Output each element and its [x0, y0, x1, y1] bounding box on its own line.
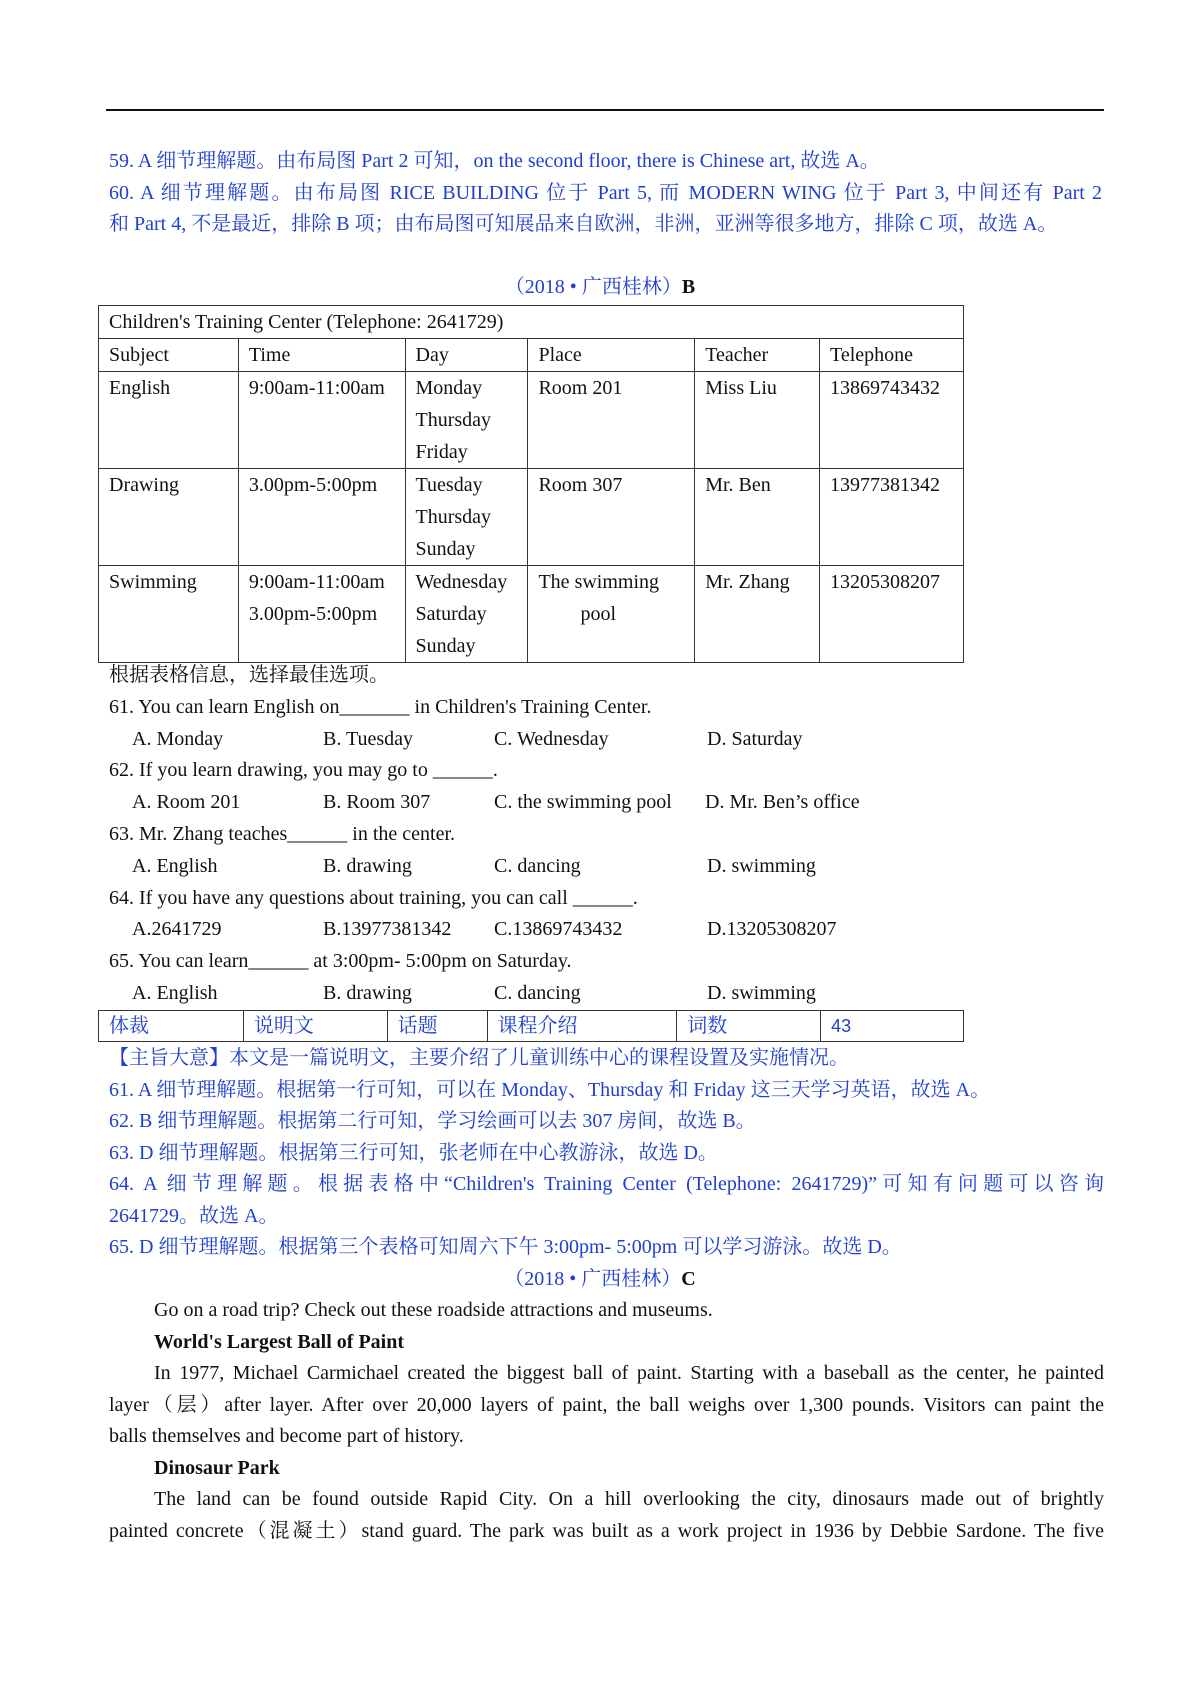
- meta-topic: 课程介绍: [487, 1011, 677, 1042]
- instruction: 根据表格信息，选择最佳选项。: [109, 664, 389, 686]
- explanation-63: 63. D 细节理解题。根据第三行可知，张老师在中心教游泳，故选 D。: [109, 1141, 718, 1164]
- answers-59-60: [109, 146, 1102, 241]
- table-header-row: [99, 339, 964, 372]
- answer-60-line2: 和 Part 4, 不是最近，排除 B 项；由布局图可知展品来自欧洲，非洲，亚洲等很多地方，排除 C 项，故选 A。: [109, 213, 1058, 235]
- option: D. Saturday: [707, 727, 803, 750]
- header-telephone: Telephone: [820, 339, 964, 372]
- question-stem: 65. You can learn______ at 3:00pm- 5:00pm on Saturday.: [109, 950, 572, 973]
- day-line: Sunday: [415, 635, 476, 657]
- question-options: [109, 724, 979, 756]
- question-options: [109, 914, 979, 946]
- header-rule: [106, 109, 1104, 111]
- explanation-65: 65. D 细节理解题。根据第三个表格可知周六下午 3:00pm- 5:00pm 可以学习游泳。故选 D。: [109, 1236, 902, 1258]
- cell-telephone: 13869743432: [820, 372, 964, 469]
- option: A. English: [132, 981, 218, 1004]
- place-line: The swimming: [538, 571, 660, 593]
- section-c-title: [0, 1264, 1200, 1296]
- option: B. drawing: [323, 854, 412, 877]
- option: B. drawing: [323, 981, 412, 1004]
- passage-intro: Go on a road trip? Check out these roadside attractions and museums.: [154, 1299, 713, 1321]
- cell-teacher: Mr. Ben: [695, 469, 820, 566]
- day-line: Saturday: [415, 603, 487, 625]
- passage-p2-line1: The land can be found outside Rapid City. On a hill overlooking the city, dinosaurs made out of brightly: [154, 1488, 1104, 1510]
- time-line: 3.00pm-5:00pm: [248, 474, 378, 496]
- option: C. dancing: [494, 854, 581, 877]
- question-stem: 63. Mr. Zhang teaches______ in the center.: [109, 822, 456, 845]
- day-line: Friday: [415, 441, 468, 463]
- header-place: Place: [528, 339, 695, 372]
- passage-p2-line2: painted concrete（混凝土）stand guard. The park was built as a work project in 1936 by Debbie Sardone. The five: [109, 1519, 1104, 1542]
- meta-genre-label: 体裁: [99, 1011, 244, 1042]
- table-row: [99, 566, 964, 663]
- option: D. swimming: [707, 854, 816, 877]
- cell-days: [405, 372, 528, 469]
- explanation-64-line1: 64. A 细节理解题。根据表格中“Children's Training Center (Telephone: 2641729)”可知有问题可以咨询: [109, 1173, 1104, 1195]
- meta-words-label: 词数: [677, 1011, 821, 1042]
- explanation-61: 61. A 细节理解题。根据第一行可知，可以在 Monday、Thursday 和 Friday 这三天学习英语，故选 A。: [109, 1078, 991, 1101]
- header-teacher: Teacher: [695, 339, 820, 372]
- option: B. Room 307: [323, 791, 431, 814]
- question-list: [109, 660, 979, 1010]
- cell-subject: English: [99, 372, 239, 469]
- cell-days: [405, 469, 528, 566]
- day-line: Wednesday: [415, 571, 508, 593]
- question-stem: 62. If you learn drawing, you may go to ______.: [109, 759, 498, 782]
- cell-place: [528, 469, 695, 566]
- meta-topic-label: 话题: [387, 1011, 487, 1042]
- day-line: Sunday: [415, 538, 476, 560]
- table-row: [99, 372, 964, 469]
- cell-time: [238, 469, 405, 566]
- question-options: [109, 978, 979, 1010]
- passage-p1-line3: balls themselves and become part of history.: [109, 1425, 464, 1447]
- cell-days: [405, 566, 528, 663]
- option: D.13205308207: [707, 918, 837, 941]
- question-options: [109, 851, 979, 883]
- cell-time: [238, 566, 405, 663]
- day-line: Tuesday: [415, 474, 483, 496]
- day-line: Monday: [415, 377, 483, 399]
- question-stem: 64. If you have any questions about training, you can call ______.: [109, 886, 638, 909]
- cell-telephone: 13205308207: [820, 566, 964, 663]
- time-line: 9:00am-11:00am: [248, 571, 385, 593]
- option: C. Wednesday: [494, 727, 609, 750]
- option: C. the swimming pool: [494, 791, 672, 814]
- meta-table: [98, 1010, 964, 1042]
- course-table: [98, 305, 964, 663]
- explanations: [109, 1043, 1104, 1264]
- summary: 【主旨大意】本文是一篇说明文，主要介绍了儿童训练中心的课程设置及实施情况。: [109, 1047, 849, 1069]
- cell-time: [238, 372, 405, 469]
- header-day: Day: [405, 339, 528, 372]
- question-options: [109, 787, 979, 819]
- time-line: 9:00am-11:00am: [248, 377, 385, 399]
- passage-c: [109, 1295, 1104, 1547]
- passage-heading-1: World's Largest Ball of Paint: [154, 1330, 404, 1353]
- day-line: Thursday: [415, 506, 492, 528]
- table-row: [99, 469, 964, 566]
- section-b-title: [0, 272, 1200, 304]
- header-subject: Subject: [99, 339, 239, 372]
- option: B.13977381342: [323, 918, 452, 941]
- option: A. Room 201: [132, 791, 241, 814]
- section-b-source: （2018 • 广西桂林）: [504, 276, 682, 298]
- option: A. Monday: [132, 727, 224, 750]
- option: D. Mr. Ben’s office: [705, 791, 860, 814]
- option: A. English: [132, 854, 218, 877]
- cell-place: [528, 566, 695, 663]
- cell-subject: Swimming: [99, 566, 239, 663]
- section-c-letter: C: [681, 1268, 696, 1290]
- section-b-letter: B: [681, 276, 696, 298]
- option: A.2641729: [132, 918, 222, 941]
- passage-heading-2: Dinosaur Park: [154, 1456, 280, 1479]
- section-c-source: （2018 • 广西桂林）: [504, 1268, 682, 1290]
- place-line: Room 201: [538, 377, 623, 399]
- answer-59: 59. A 细节理解题。由布局图 Part 2 可知，on the second floor, there is Chinese art, 故选 A。: [109, 150, 880, 172]
- cell-subject: Drawing: [99, 469, 239, 566]
- passage-p1-line2: layer（层）after layer. After over 20,000 layers of paint, the ball weighs over 1,300 pounds. Visitors can paint the: [109, 1393, 1104, 1416]
- question-stem: 61. You can learn English on_______ in Children's Training Center.: [109, 695, 652, 718]
- meta-genre: 说明文: [243, 1011, 387, 1042]
- table-title: Children's Training Center (Telephone: 2641729): [99, 306, 964, 339]
- day-line: Thursday: [415, 409, 492, 431]
- cell-place: [528, 372, 695, 469]
- answer-60-line1: 60. A 细节理解题。由布局图 RICE BUILDING 位于 Part 5, 而 MODERN WING 位于 Part 3, 中间还有 Part 2: [109, 181, 1102, 204]
- passage-p1-line1: In 1977, Michael Carmichael created the biggest ball of paint. Starting with a baseball as the center, he painted: [154, 1362, 1104, 1384]
- place-line: Room 307: [538, 474, 623, 496]
- option: D. swimming: [707, 981, 816, 1004]
- explanation-64-line2: 2641729。故选 A。: [109, 1204, 279, 1227]
- meta-words: 43: [821, 1011, 964, 1042]
- time-line: 3.00pm-5:00pm: [248, 603, 378, 625]
- place-line: pool: [580, 603, 617, 625]
- explanation-62: 62. B 细节理解题。根据第二行可知，学习绘画可以去 307 房间，故选 B。: [109, 1110, 756, 1132]
- option: B. Tuesday: [323, 727, 414, 750]
- header-time: Time: [238, 339, 405, 372]
- cell-telephone: 13977381342: [820, 469, 964, 566]
- cell-teacher: Miss Liu: [695, 372, 820, 469]
- option: C. dancing: [494, 981, 581, 1004]
- option: C.13869743432: [494, 918, 623, 941]
- cell-teacher: Mr. Zhang: [695, 566, 820, 663]
